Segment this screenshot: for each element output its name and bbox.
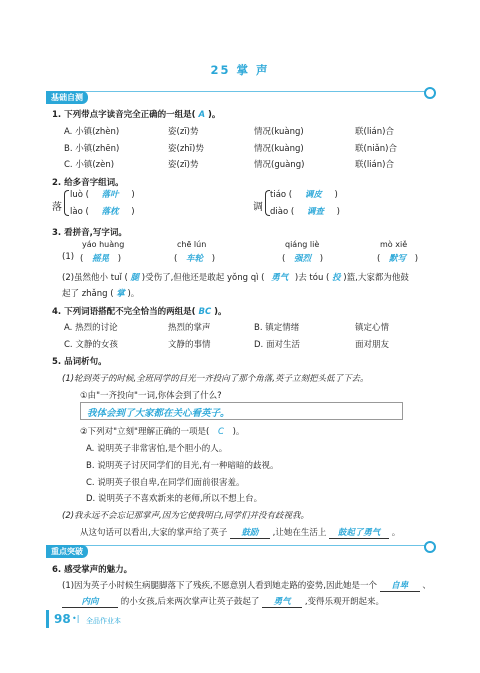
diao-close-1: ) — [334, 190, 338, 200]
diao-pinyin-2: diào ( — [270, 207, 295, 217]
q3-prefix: (1) — [62, 252, 75, 262]
q4-end: )。 — [214, 307, 227, 317]
brace-luo — [64, 190, 69, 216]
luo-row-2 — [70, 205, 135, 217]
q5-sub-3-mid: ,让她在生活上 — [272, 528, 327, 538]
q4-c2: 文静的事情 — [168, 340, 211, 350]
q4-d1: D. 面对生活 — [254, 340, 300, 350]
luo-answer-1: 落叶 — [101, 190, 119, 200]
q3-s-d: )篮,大家都为他鼓 — [343, 273, 409, 283]
q3-pinyin-1: yáo huàng — [82, 240, 125, 249]
section-end-icon — [424, 87, 436, 99]
q5-sub-2 — [80, 425, 244, 437]
polyphone-diao: 调 — [253, 202, 263, 213]
q1-answer: A — [198, 110, 206, 120]
q5-sub-1: ①由"一齐投向"一词,你体会到了什么? — [80, 391, 222, 401]
q5-sub-2-answer: C — [217, 427, 224, 437]
question-1 — [52, 108, 220, 120]
q3-box-4: ( 默写 ) — [377, 254, 419, 264]
q3-s-c-ans: 投 — [332, 273, 341, 283]
q5-opt-d: D. 说明英子不喜欢新来的老师,所以不想上台。 — [86, 494, 263, 504]
q5-sub-3-ans2: 鼓起了勇气 — [329, 526, 389, 539]
question-3: 3. 看拼音,写字词。 — [52, 228, 127, 238]
q3-s-a: (2)虽然他小 tuǐ ( — [62, 273, 128, 283]
q5-sentence-1: (1)轮到英子的时候,全班同学的目光一齐投向了那个角落,英子立刻把头低了下去。 — [62, 374, 369, 384]
q6-l2-ans: 内向 — [62, 595, 118, 608]
q4-b1: B. 镇定情绪 — [254, 323, 300, 333]
q3-s-c: )去 tóu ( — [294, 273, 330, 283]
luo-answer-2: 落枕 — [101, 207, 119, 217]
q5-opt-a: A. 说明英子非常害怕,是个胆小的人。 — [86, 444, 228, 454]
q5-opt-b: B. 说明英子讨厌同学们的目光,有一种暗暗的歧视。 — [86, 461, 279, 471]
section-label-basic: 基础自测 — [46, 91, 88, 104]
q4-text: 4. 下列词语搭配不完全恰当的两组是( — [52, 307, 196, 317]
section-end-icon-2 — [424, 541, 436, 553]
q1-row-b-3: 情况(kuàng) — [254, 144, 304, 154]
diao-row-2 — [270, 205, 340, 217]
q6-l1-end: 、 — [422, 581, 431, 591]
q3-box-3: ( 强烈 ) — [282, 254, 324, 264]
q5-sub-3-end: 。 — [391, 528, 401, 538]
q1-row-a-1: A. 小镇(zhèn) — [64, 127, 120, 137]
q6-line-2 — [62, 595, 384, 608]
q4-answer: BC — [198, 307, 212, 317]
q3-pinyin-4: mò xiě — [380, 240, 408, 249]
question-5: 5. 品词析句。 — [52, 357, 107, 367]
q3-sentence-line2 — [62, 287, 139, 299]
q1-row-b-2: 姿(zhī)势 — [168, 144, 204, 154]
q5-sentence-2: (2)我永远不会忘记那掌声,因为它使我明白,同学们并没有歧视我。 — [62, 511, 309, 521]
q3-s-e: 起了 zhǎng ( — [62, 289, 114, 299]
luo-close-2: ) — [131, 207, 135, 217]
q3-answer-1: 摇晃 — [92, 254, 110, 264]
q3-s-b: )受伤了,但他还是敢起 yǒng qì ( — [141, 273, 265, 283]
lesson-title: 25 掌 声 — [210, 63, 270, 77]
q1-row-c-2: 姿(zī)势 — [168, 160, 199, 170]
footer-label: 全品作业本 — [86, 617, 121, 625]
q5-answer-1: 我体会到了大家都在关心看英子。 — [87, 408, 230, 419]
q1-row-a-3: 情况(kuàng) — [254, 127, 304, 137]
q5-sub-3-ans1: 鼓励 — [230, 526, 270, 539]
q1-row-c-1: C. 小镇(zèn) — [64, 160, 115, 170]
q6-l2-end: ,变得乐观开朗起来。 — [304, 597, 385, 607]
q3-sentence-line1 — [62, 271, 409, 283]
q1-row-b-1: B. 小镇(zhēn) — [64, 144, 120, 154]
q4-b2: 镇定心情 — [355, 323, 390, 333]
q1-row-a-2: 姿(zī)势 — [168, 127, 199, 137]
q5-sub-3 — [80, 526, 400, 539]
q1-text: 1. 下列带点字读音完全正确的一组是( — [52, 110, 196, 120]
q5-sub-3-text: 从这句话可以看出,大家的掌声给了英子 — [80, 528, 228, 538]
luo-pinyin-2: lào ( — [70, 207, 89, 217]
q3-s-a-ans: 腿 — [130, 273, 140, 283]
q4-a2: 热烈的掌声 — [168, 323, 211, 333]
q6-l1-ans: 自卑 — [380, 579, 420, 592]
footer-bar — [46, 610, 49, 628]
page-number: 98 — [54, 612, 71, 626]
q1-row-c-3: 情况(guàng) — [254, 160, 305, 170]
q1-row-b-4: 联(niǎn)合 — [355, 144, 397, 154]
diao-answer-1: 调皮 — [304, 190, 322, 200]
q5-opt-c: C. 说明英子很自卑,在同学们面前很害羞。 — [86, 478, 245, 488]
q1-end: )。 — [208, 110, 221, 120]
q3-answer-2: 车轮 — [186, 254, 204, 264]
luo-row-1 — [70, 188, 135, 200]
diao-answer-2: 调查 — [306, 207, 324, 217]
q6-l2-ans2: 勇气 — [262, 595, 302, 608]
diao-pinyin-1: tiáo ( — [270, 190, 293, 200]
q6-line-1 — [62, 579, 431, 592]
section-band-basic — [46, 91, 432, 103]
q3-box-1: ( 摇晃 ) — [80, 254, 122, 264]
luo-pinyin-1: luò ( — [70, 190, 89, 200]
q5-sub-2-end: )。 — [232, 427, 245, 437]
luo-close-1: ) — [131, 190, 135, 200]
q5-answer-box — [80, 402, 403, 420]
q1-row-c-4: 联(lián)合 — [355, 160, 394, 170]
q3-s-b-ans: 勇气 — [271, 273, 289, 283]
q3-pinyin-2: chē lún — [177, 240, 207, 249]
q3-pinyin-3: qiáng liè — [285, 240, 320, 249]
diao-row-1 — [270, 188, 338, 200]
q4-d2: 面对朋友 — [355, 340, 390, 350]
q3-answer-4: 默写 — [389, 254, 407, 264]
section-label-key: 重点突破 — [46, 545, 88, 558]
question-6: 6. 感受掌声的魅力。 — [52, 565, 133, 575]
polyphone-luo: 落 — [52, 202, 62, 213]
q5-sub-2-text: ②下列对"立刻"理解正确的一项是( — [80, 427, 210, 437]
q6-l2-text: 的小女孩,后来两次掌声让英子鼓起了 — [120, 597, 260, 607]
q3-s-e-ans: 掌 — [116, 289, 125, 299]
question-2: 2. 给多音字组词。 — [52, 178, 124, 188]
diao-close-2: ) — [336, 207, 340, 217]
footer-separator: •| — [72, 614, 80, 623]
q3-answer-3: 强烈 — [294, 254, 312, 264]
q4-a1: A. 热烈的讨论 — [64, 323, 118, 333]
question-4 — [52, 305, 227, 317]
q4-c1: C. 文静的女孩 — [64, 340, 118, 350]
q3-box-2: ( 车轮 ) — [174, 254, 216, 264]
q6-l1-text: (1)因为英子小时候生病腿脚落下了残疾,不愿意别人看到她走路的姿势,因此她是一个 — [62, 581, 377, 591]
section-band-key — [46, 545, 432, 557]
q1-row-a-4: 联(lián)合 — [355, 127, 394, 137]
q3-s-f: )。 — [127, 289, 140, 299]
